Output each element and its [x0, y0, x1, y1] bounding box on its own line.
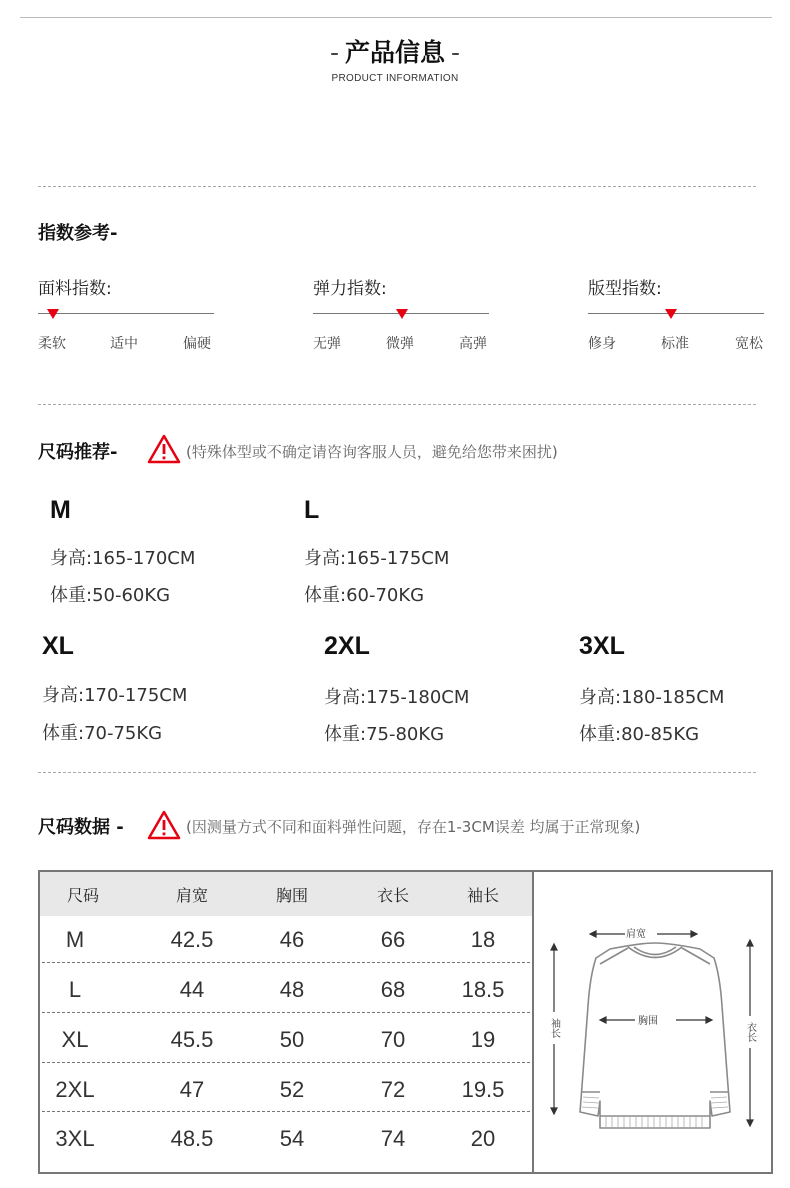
fabric-index-label: 面料指数: [38, 279, 112, 299]
table-cell: 18 [470, 927, 496, 952]
fabric-index-marker [47, 309, 59, 319]
table-cell: 18.5 [461, 977, 505, 1002]
size-3xl-weight: 体重:80-85KG [579, 724, 700, 745]
page-subtitle: PRODUCT INFORMATION [331, 73, 459, 84]
size-m-weight: 体重:50-60KG [50, 585, 171, 606]
col-header-sleeve: 袖长 [466, 886, 499, 905]
size-2xl-weight: 体重:75-80KG [324, 724, 445, 745]
warning-icon [147, 434, 181, 464]
table-row-divider [42, 962, 530, 963]
section-divider [38, 404, 756, 405]
table-row-divider [42, 1012, 530, 1013]
table-cell: 47 [179, 1077, 205, 1102]
table-cell: 19.5 [461, 1077, 505, 1102]
table-cell: 3XL [55, 1126, 95, 1151]
diagram-label-chest: 胸围 [638, 1016, 658, 1027]
diagram-label-sleeve: 袖长 [548, 1018, 560, 1038]
fit-tick-standard: 标准 [661, 336, 689, 352]
table-row-divider [42, 1111, 530, 1112]
table-diagram-separator [532, 872, 534, 1172]
fit-tick-loose: 宽松 [735, 336, 763, 352]
col-header-length: 衣长 [376, 886, 409, 905]
title-dash-right: - [451, 38, 461, 67]
top-divider [20, 17, 772, 18]
section-divider [38, 186, 756, 187]
table-cell: 48.5 [170, 1126, 214, 1151]
table-cell: 54 [279, 1126, 305, 1151]
table-cell: M [65, 927, 85, 952]
size-name-l: L [304, 496, 320, 524]
stretch-tick-none: 无弹 [313, 336, 341, 352]
table-cell: 72 [380, 1077, 406, 1102]
stretch-tick-slight: 微弹 [386, 336, 414, 352]
table-cell: L [68, 977, 82, 1002]
size-xl-weight: 体重:70-75KG [42, 723, 163, 744]
col-header-chest: 胸围 [275, 886, 308, 905]
col-header-shoulder: 肩宽 [175, 886, 208, 905]
table-cell: 44 [179, 977, 205, 1002]
page-title [0, 33, 790, 69]
table-cell: 68 [380, 977, 406, 1002]
table-cell: 74 [380, 1126, 406, 1151]
diagram-label-length: 衣长 [744, 1022, 756, 1042]
fabric-tick-soft: 柔软 [38, 336, 66, 352]
size-name-xl: XL [42, 632, 74, 660]
size-m-height: 身高:165-170CM [50, 548, 196, 569]
title-dash-left: - [329, 38, 339, 67]
fabric-index-scale [38, 313, 214, 314]
table-cell: 66 [380, 927, 406, 952]
diagram-label-shoulder: 肩宽 [626, 929, 646, 940]
table-cell: 48 [279, 977, 305, 1002]
size-name-m: M [50, 496, 71, 524]
size-2xl-height: 身高:175-180CM [324, 687, 470, 708]
title-text: 产品信息 [344, 38, 445, 67]
warning-icon [147, 810, 181, 840]
table-cell: 46 [279, 927, 305, 952]
stretch-tick-high: 高弹 [459, 336, 487, 352]
table-cell: 52 [279, 1077, 305, 1102]
table-cell: 20 [470, 1126, 496, 1151]
stretch-index-label: 弹力指数: [313, 279, 387, 299]
fit-tick-slim: 修身 [588, 336, 616, 352]
size-xl-height: 身高:170-175CM [42, 685, 188, 706]
fabric-tick-medium: 适中 [110, 336, 138, 352]
table-cell: 19 [470, 1027, 496, 1052]
size-l-height: 身高:165-175CM [304, 548, 450, 569]
col-header-size: 尺码 [66, 886, 99, 905]
table-cell: 42.5 [170, 927, 214, 952]
size-3xl-height: 身高:180-185CM [579, 687, 725, 708]
table-cell: 45.5 [170, 1027, 214, 1052]
section-divider [38, 772, 756, 773]
table-cell: XL [61, 1027, 89, 1052]
size-name-3xl: 3XL [579, 632, 625, 660]
size-name-2xl: 2XL [324, 632, 370, 660]
size-l-weight: 体重:60-70KG [304, 585, 425, 606]
sweater-measure-diagram [540, 916, 770, 1166]
fabric-tick-hard: 偏硬 [183, 336, 211, 352]
size-data-title: 尺码数据 - [38, 817, 124, 838]
table-cell: 2XL [55, 1077, 95, 1102]
size-rec-note: (特殊体型或不确定请咨询客服人员，避免给您带来困扰) [186, 443, 558, 461]
table-cell: 70 [380, 1027, 406, 1052]
size-rec-title: 尺码推荐- [38, 442, 118, 463]
size-data-note: (因测量方式不同和面料弹性问题，存在1-3CM误差 均属于正常现象) [186, 818, 641, 836]
fit-index-label: 版型指数: [588, 279, 662, 299]
fit-index-marker [665, 309, 677, 319]
stretch-index-marker [396, 309, 408, 319]
index-section-title: 指数参考- [38, 223, 118, 244]
table-row-divider [42, 1062, 530, 1063]
table-cell: 50 [279, 1027, 305, 1052]
